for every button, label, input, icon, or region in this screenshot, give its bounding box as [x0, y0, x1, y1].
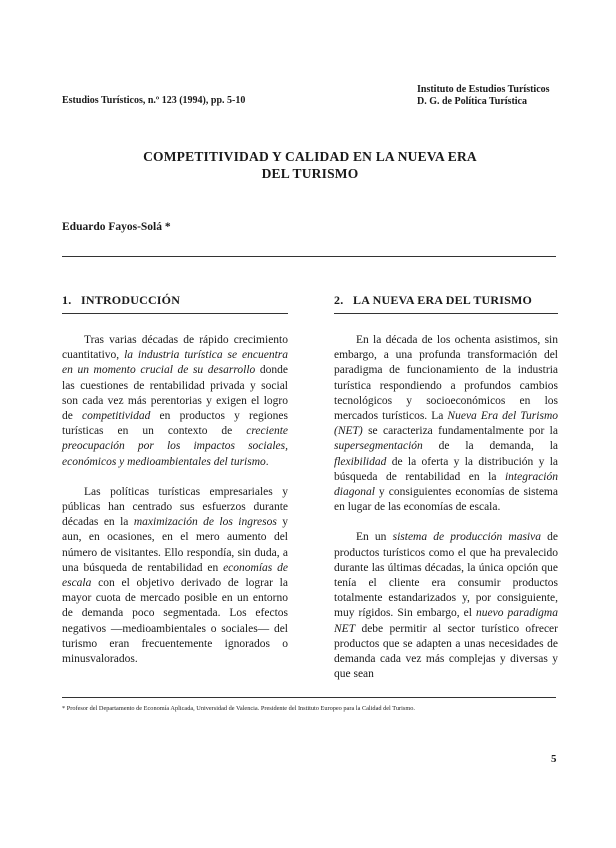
publisher-directorate: D. G. de Política Turística: [417, 96, 527, 107]
paragraph: Las políticas turísticas empresariales y públicas han centrado sus esfuerzos durante décadas en la maximización de los ingresos y aun, en ocasiones, en el mero aumento del número de visitantes. Ello respondía, sin duda, a una búsqueda de rentabilidad en economías de escala con el objetivo derivado de lograr la mayor cuota de mercado posible en un entorno de demanda poco segmentada. Los efectos negativos —medioambientales o sociales— del turismo eran frecuentemente ignorados o minusvalorados.: [62, 485, 289, 666]
column-left: [62, 333, 288, 667]
paragraph: Tras varias décadas de rápido crecimiento cuantitativo, la industria turística se encuentra en un momento crucial de su desarrollo donde las cuestiones de rentabilidad privada y social son cada vez más perentorias y exigen el logro de competitividad en productos y regiones turísticas en un contexto de creciente preocupación por los impactos sociales, económicos y medioambientales del turismo.: [62, 334, 288, 468]
title-divider: [62, 256, 556, 257]
journal-citation: Estudios Turísticos, n.º 123 (1994), pp. 5-10: [62, 95, 246, 106]
section-heading-introduccion: 1. INTRODUCCIÓN: [62, 293, 181, 307]
footnote: * Profesor del Departamento de Economía Aplicada, Universidad de Valencia. Presidente del Instituto Europeo para la Calidad del Turismo.: [62, 705, 415, 712]
section-rule-right: [334, 313, 558, 314]
section-heading-nueva-era: 2. LA NUEVA ERA DEL TURISMO: [334, 293, 533, 307]
paragraph: En un sistema de producción masiva de productos turísticos como el que ha prevalecido durante las últimas décadas, la única opción que tenía el cliente era consumir productos totalmente estandarizados y, por consiguiente, muy rígidos. Sin embargo, el nuevo paradigma NET debe permitir al sector turístico ofrecer productos que se adapten a unas necesidades de demanda cada vez más complejas y diversas y que sean: [334, 531, 559, 681]
title-line-1: COMPETITIVIDAD Y CALIDAD EN LA NUEVA ERA: [143, 149, 477, 164]
publisher-institute: Instituto de Estudios Turísticos: [417, 84, 550, 95]
section-rule-left: [62, 313, 288, 314]
article-title: [60, 148, 560, 182]
paragraph: En la década de los ochenta asistimos, sin embargo, a una profunda transformación del paradigma de funcionamiento de la industria turística respondiendo a profundos cambios tecnológicos y socioeconómicos en los mercados turísticos. La Nueva Era del Turismo (NET) se caracteriza fundamentalmente por la supersegmentación de la demanda, la flexibilidad de la oferta y la distribución y la búsqueda de rentabilidad en la integración diagonal y consiguientes economías de sistema en lugar de las economías de escala.: [334, 334, 558, 514]
author-name: Eduardo Fayos-Solá *: [62, 221, 171, 233]
page-number: 5: [551, 753, 557, 765]
title-line-2: DEL TURISMO: [261, 166, 359, 181]
publisher-block: [417, 84, 550, 108]
column-right: [334, 333, 558, 682]
footnote-rule: [62, 697, 556, 698]
